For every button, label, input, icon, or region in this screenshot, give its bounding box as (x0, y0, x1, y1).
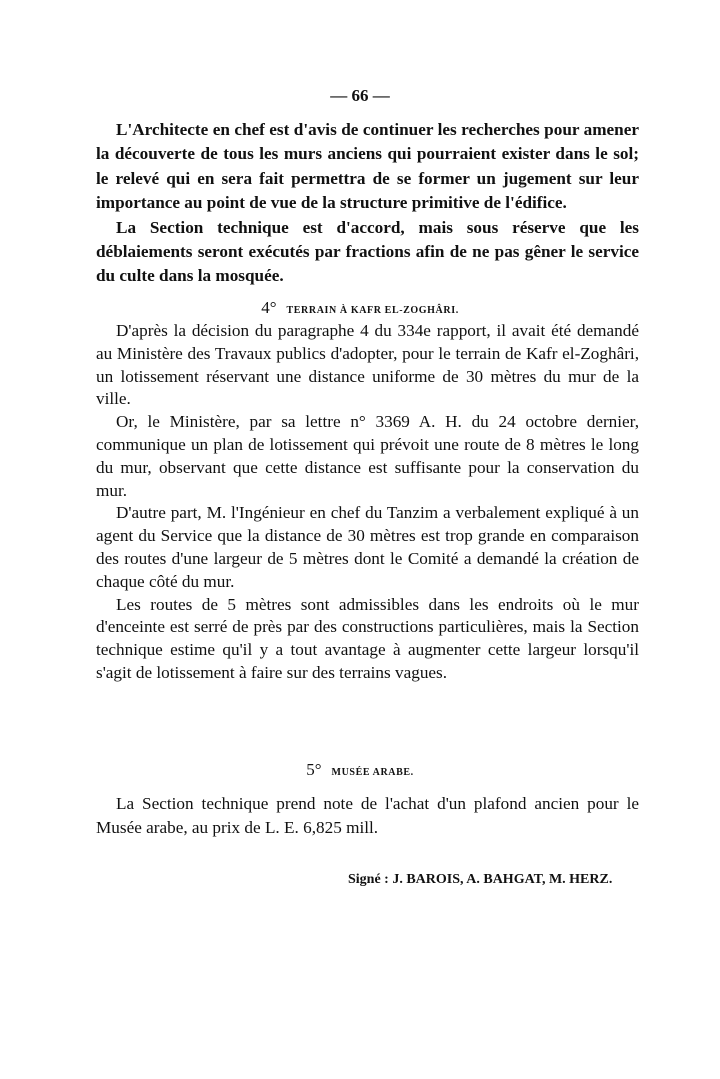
section-5-title: MUSÉE ARABE. (331, 767, 414, 778)
section-4-heading (0, 298, 720, 318)
section-5-number: 5° (306, 760, 322, 779)
section-5-paragraph: La Section technique prend note de l'achat d'un plafond ancien pour le Musée arabe, au prix de L. E. 6,825 mill. (96, 794, 639, 838)
section-4-paragraph: Or, le Ministère, par sa lettre n° 3369 A. H. du 24 octobre dernier, communique un plan de lotissement qui prévoit une route de 8 mètres le long du mur, observant que cette distance est suffisante pour la conservation du mur. (96, 412, 639, 500)
section-4-body (96, 320, 639, 685)
section-4-paragraph: D'après la décision du paragraphe 4 du 334e rapport, il avait été demandé au Ministère des Travaux publics d'adopter, pour le terrain de Kafr el-Zoghâri, un lotissement réservant une distance uniforme de 30 mètres du mur de la ville. (96, 321, 639, 409)
section-4-paragraph: D'autre part, M. l'Ingénieur en chef du Tanzim a verbalement expliqué à un agent du Service que la distance de 30 mètres est trop grande en comparaison des routes d'une largeur de 5 mètres dont le Comité a demandé la création de chaque côté du mur. (96, 503, 639, 591)
section-5-heading (0, 760, 720, 780)
page-number: — 66 — (330, 86, 390, 105)
section-4-number: 4° (261, 298, 277, 317)
section-5-body (96, 792, 639, 841)
intro-paragraphs (96, 118, 639, 289)
section-4-paragraph: Les routes de 5 mètres sont admissibles dans les endroits où le mur d'enceinte est serré de près par des constructions particulières, mais la Section technique estime qu'il y a tout avantage à augmenter cette largeur lorsqu'il s'agit de lotissement à faire sur des terrains vagues. (96, 594, 639, 682)
section-4-title: TERRAIN À KAFR EL-ZOGHÂRI. (286, 305, 459, 316)
paragraph-section-agreement: La Section technique est d'accord, mais sous réserve que les déblaiements seront exécutés par fractions afin de ne pas gêner le service du culte dans la mosquée. (96, 217, 639, 286)
signature-line: Signé : J. BAROIS, A. BAHGAT, M. HERZ. (348, 872, 613, 887)
paragraph-architect: L'Architecte en chef est d'avis de continuer les recherches pour amener la découverte de tous les murs anciens qui pourraient exister dans le sol; le relevé qui en sera fait permettra de se former un jugement sur leur importance au point de vue de la structure primitive de l'édifice. (96, 120, 639, 213)
